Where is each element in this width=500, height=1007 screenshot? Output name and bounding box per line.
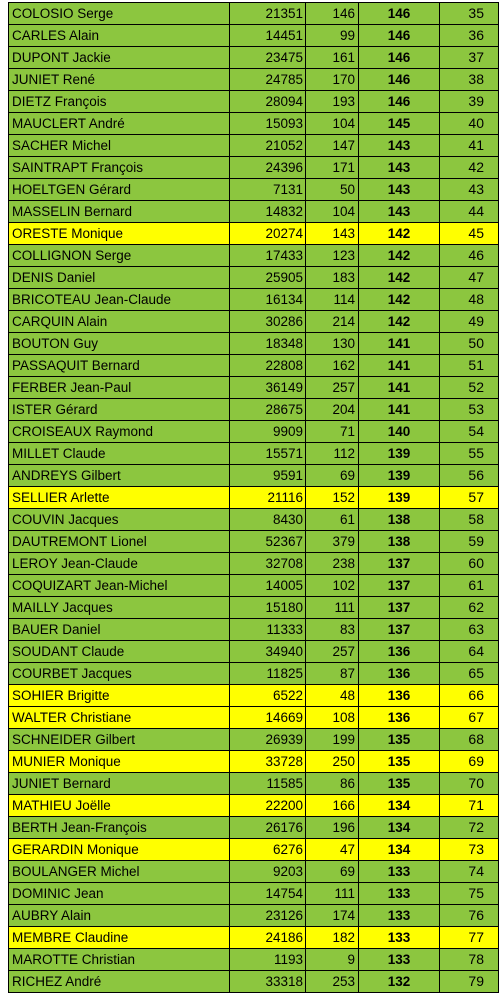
name-cell: COUVIN Jacques: [9, 509, 230, 530]
rank-cell: 79: [468, 973, 484, 989]
value-a-cell: 15571: [230, 443, 306, 464]
table-row-highlighted: [9, 685, 498, 707]
score-cell: 146: [359, 91, 440, 112]
score-cell: 134: [359, 839, 440, 860]
table-row: [9, 267, 498, 289]
name-cell: BOUTON Guy: [9, 333, 230, 354]
value-b-cell: 61: [306, 509, 359, 530]
score-cell: 138: [359, 509, 440, 530]
rank-cell: 44: [468, 203, 484, 219]
score-cell: 137: [359, 575, 440, 596]
rank-cell: 60: [468, 555, 484, 571]
value-a-cell: 11333: [230, 619, 306, 640]
value-a-cell: 9591: [230, 465, 306, 486]
value-b-cell: 130: [306, 333, 359, 354]
table-row: [9, 355, 498, 377]
table-row: [9, 333, 498, 355]
score-cell: 132: [359, 971, 440, 992]
name-cell: MUNIER Monique: [9, 751, 230, 772]
value-a-cell: 11825: [230, 663, 306, 684]
rank-cell: 35: [468, 5, 484, 21]
name-cell: BRICOTEAU Jean-Claude: [9, 289, 230, 310]
name-cell: DOMINIC Jean: [9, 883, 230, 904]
value-b-cell: 162: [306, 355, 359, 376]
name-cell: MAUCLERT André: [9, 113, 230, 134]
name-cell: PASSAQUIT Bernard: [9, 355, 230, 376]
value-a-cell: 16134: [230, 289, 306, 310]
table-row: [9, 663, 498, 685]
table-row: [9, 971, 498, 993]
name-cell: SELLIER Arlette: [9, 487, 230, 508]
table-row-highlighted: [9, 795, 498, 817]
name-cell: COURBET Jacques: [9, 663, 230, 684]
value-b-cell: 9: [306, 949, 359, 970]
value-b-cell: 183: [306, 267, 359, 288]
table-row: [9, 509, 498, 531]
rank-cell: 66: [468, 687, 484, 703]
score-cell: 136: [359, 685, 440, 706]
rank-cell: 40: [468, 115, 484, 131]
value-a-cell: 21351: [230, 3, 306, 24]
score-cell: 137: [359, 553, 440, 574]
rank-cell: 68: [468, 731, 484, 747]
value-b-cell: 99: [306, 25, 359, 46]
value-b-cell: 214: [306, 311, 359, 332]
value-a-cell: 32708: [230, 553, 306, 574]
value-b-cell: 170: [306, 69, 359, 90]
value-b-cell: 111: [306, 883, 359, 904]
value-b-cell: 123: [306, 245, 359, 266]
rank-cell: 46: [468, 247, 484, 263]
score-cell: 138: [359, 531, 440, 552]
table-row: [9, 553, 498, 575]
value-b-cell: 152: [306, 487, 359, 508]
value-a-cell: 23475: [230, 47, 306, 68]
value-a-cell: 11585: [230, 773, 306, 794]
value-b-cell: 161: [306, 47, 359, 68]
table-row: [9, 289, 498, 311]
value-b-cell: 112: [306, 443, 359, 464]
value-b-cell: 47: [306, 839, 359, 860]
name-cell: MAROTTE Christian: [9, 949, 230, 970]
table-row: [9, 531, 498, 553]
table-row: [9, 883, 498, 905]
table-row: [9, 47, 498, 69]
score-cell: 135: [359, 751, 440, 772]
rank-cell: 61: [468, 577, 484, 593]
rank-cell: 36: [468, 27, 484, 43]
value-b-cell: 171: [306, 157, 359, 178]
rank-cell: 73: [468, 841, 484, 857]
value-a-cell: 25905: [230, 267, 306, 288]
rank-cell: 76: [468, 907, 484, 923]
name-cell: COQUIZART Jean-Michel: [9, 575, 230, 596]
value-b-cell: 104: [306, 201, 359, 222]
name-cell: CARLES Alain: [9, 25, 230, 46]
score-cell: 142: [359, 289, 440, 310]
table-row: [9, 817, 498, 839]
value-a-cell: 1193: [230, 949, 306, 970]
value-a-cell: 14005: [230, 575, 306, 596]
score-cell: 140: [359, 421, 440, 442]
value-b-cell: 146: [306, 3, 359, 24]
table-row: [9, 311, 498, 333]
value-a-cell: 34940: [230, 641, 306, 662]
table-row: [9, 25, 498, 47]
name-cell: BERTH Jean-François: [9, 817, 230, 838]
name-cell: CROISEAUX Raymond: [9, 421, 230, 442]
name-cell: SOHIER Brigitte: [9, 685, 230, 706]
rank-cell: 62: [468, 599, 484, 615]
score-cell: 133: [359, 883, 440, 904]
table-row: [9, 245, 498, 267]
table-row-highlighted: [9, 223, 498, 245]
name-cell: MATHIEU Joëlle: [9, 795, 230, 816]
table-row: [9, 3, 498, 25]
value-b-cell: 174: [306, 905, 359, 926]
rank-cell: 38: [468, 71, 484, 87]
table-row: [9, 773, 498, 795]
name-cell: DENIS Daniel: [9, 267, 230, 288]
name-cell: ORESTE Monique: [9, 223, 230, 244]
rank-cell: 65: [468, 665, 484, 681]
ranking-table: [8, 2, 499, 993]
rank-cell: 59: [468, 533, 484, 549]
score-cell: 141: [359, 377, 440, 398]
rank-cell: 45: [468, 225, 484, 241]
table-row: [9, 641, 498, 663]
table-row: [9, 443, 498, 465]
value-b-cell: 86: [306, 773, 359, 794]
score-cell: 136: [359, 707, 440, 728]
value-a-cell: 9909: [230, 421, 306, 442]
value-b-cell: 257: [306, 377, 359, 398]
score-cell: 133: [359, 927, 440, 948]
value-a-cell: 33318: [230, 971, 306, 992]
rank-cell: 41: [468, 137, 484, 153]
table-row-highlighted: [9, 751, 498, 773]
rank-cell: 72: [468, 819, 484, 835]
rank-cell: 64: [468, 643, 484, 659]
value-a-cell: 8430: [230, 509, 306, 530]
value-a-cell: 15093: [230, 113, 306, 134]
score-cell: 146: [359, 25, 440, 46]
value-b-cell: 199: [306, 729, 359, 750]
name-cell: GERARDIN Monique: [9, 839, 230, 860]
score-cell: 133: [359, 861, 440, 882]
score-cell: 135: [359, 729, 440, 750]
value-b-cell: 166: [306, 795, 359, 816]
name-cell: MAILLY Jacques: [9, 597, 230, 618]
value-a-cell: 52367: [230, 531, 306, 552]
name-cell: ISTER Gérard: [9, 399, 230, 420]
table-row: [9, 91, 498, 113]
value-a-cell: 28094: [230, 91, 306, 112]
rank-cell: 55: [468, 445, 484, 461]
value-a-cell: 21116: [230, 487, 306, 508]
name-cell: COLLIGNON Serge: [9, 245, 230, 266]
value-b-cell: 147: [306, 135, 359, 156]
rank-cell: 54: [468, 423, 484, 439]
rank-cell: 57: [468, 489, 484, 505]
name-cell: MILLET Claude: [9, 443, 230, 464]
name-cell: BOULANGER Michel: [9, 861, 230, 882]
name-cell: RICHEZ André: [9, 971, 230, 992]
table-row: [9, 597, 498, 619]
name-cell: DUPONT Jackie: [9, 47, 230, 68]
value-b-cell: 104: [306, 113, 359, 134]
value-b-cell: 196: [306, 817, 359, 838]
name-cell: SCHNEIDER Gilbert: [9, 729, 230, 750]
name-cell: HOELTGEN Gérard: [9, 179, 230, 200]
value-b-cell: 204: [306, 399, 359, 420]
table-row: [9, 861, 498, 883]
score-cell: 139: [359, 487, 440, 508]
value-b-cell: 87: [306, 663, 359, 684]
value-a-cell: 9203: [230, 861, 306, 882]
rank-cell: 43: [468, 181, 484, 197]
value-b-cell: 182: [306, 927, 359, 948]
value-a-cell: 26176: [230, 817, 306, 838]
table-row: [9, 619, 498, 641]
value-a-cell: 22808: [230, 355, 306, 376]
score-cell: 142: [359, 267, 440, 288]
rank-cell: 50: [468, 335, 484, 351]
value-a-cell: 33728: [230, 751, 306, 772]
rank-cell: 58: [468, 511, 484, 527]
score-cell: 136: [359, 641, 440, 662]
name-cell: CARQUIN Alain: [9, 311, 230, 332]
name-cell: LEROY Jean-Claude: [9, 553, 230, 574]
score-cell: 143: [359, 179, 440, 200]
table-row: [9, 377, 498, 399]
name-cell: AUBRY Alain: [9, 905, 230, 926]
rank-cell: 48: [468, 291, 484, 307]
table-row-highlighted: [9, 707, 498, 729]
value-a-cell: 20274: [230, 223, 306, 244]
value-a-cell: 22200: [230, 795, 306, 816]
value-b-cell: 238: [306, 553, 359, 574]
name-cell: JUNIET Bernard: [9, 773, 230, 794]
value-b-cell: 250: [306, 751, 359, 772]
value-b-cell: 111: [306, 597, 359, 618]
name-cell: WALTER Christiane: [9, 707, 230, 728]
name-cell: BAUER Daniel: [9, 619, 230, 640]
name-cell: DIETZ François: [9, 91, 230, 112]
name-cell: COLOSIO Serge: [9, 3, 230, 24]
value-b-cell: 108: [306, 707, 359, 728]
value-b-cell: 69: [306, 465, 359, 486]
table-row-highlighted: [9, 927, 498, 949]
value-b-cell: 69: [306, 861, 359, 882]
score-cell: 133: [359, 905, 440, 926]
value-a-cell: 21052: [230, 135, 306, 156]
rank-cell: 39: [468, 93, 484, 109]
value-a-cell: 24186: [230, 927, 306, 948]
value-b-cell: 143: [306, 223, 359, 244]
name-cell: SOUDANT Claude: [9, 641, 230, 662]
rank-cell: 69: [468, 753, 484, 769]
rank-cell: 49: [468, 313, 484, 329]
table-row: [9, 157, 498, 179]
value-b-cell: 48: [306, 685, 359, 706]
score-cell: 143: [359, 201, 440, 222]
table-row: [9, 905, 498, 927]
value-b-cell: 257: [306, 641, 359, 662]
score-cell: 141: [359, 333, 440, 354]
name-cell: SACHER Michel: [9, 135, 230, 156]
value-a-cell: 26939: [230, 729, 306, 750]
name-cell: FERBER Jean-Paul: [9, 377, 230, 398]
value-b-cell: 114: [306, 289, 359, 310]
rank-cell: 75: [468, 885, 484, 901]
rank-cell: 67: [468, 709, 484, 725]
value-a-cell: 17433: [230, 245, 306, 266]
score-cell: 146: [359, 3, 440, 24]
table-row: [9, 201, 498, 223]
score-cell: 133: [359, 949, 440, 970]
value-b-cell: 102: [306, 575, 359, 596]
value-b-cell: 193: [306, 91, 359, 112]
table-row-highlighted: [9, 487, 498, 509]
rank-cell: 56: [468, 467, 484, 483]
table-row: [9, 421, 498, 443]
score-cell: 146: [359, 69, 440, 90]
value-a-cell: 30286: [230, 311, 306, 332]
table-row: [9, 465, 498, 487]
value-a-cell: 23126: [230, 905, 306, 926]
rank-cell: 71: [468, 797, 484, 813]
rank-cell: 52: [468, 379, 484, 395]
table-row: [9, 135, 498, 157]
score-cell: 139: [359, 443, 440, 464]
value-b-cell: 379: [306, 531, 359, 552]
value-b-cell: 50: [306, 179, 359, 200]
score-cell: 136: [359, 663, 440, 684]
rank-cell: 47: [468, 269, 484, 285]
value-a-cell: 14754: [230, 883, 306, 904]
name-cell: MASSELIN Bernard: [9, 201, 230, 222]
name-cell: SAINTRAPT François: [9, 157, 230, 178]
value-a-cell: 14832: [230, 201, 306, 222]
score-cell: 145: [359, 113, 440, 134]
score-cell: 141: [359, 355, 440, 376]
value-a-cell: 24396: [230, 157, 306, 178]
score-cell: 134: [359, 795, 440, 816]
name-cell: DAUTREMONT Lionel: [9, 531, 230, 552]
rank-cell: 51: [468, 357, 484, 373]
table-row: [9, 729, 498, 751]
value-a-cell: 28675: [230, 399, 306, 420]
table-row: [9, 575, 498, 597]
score-cell: 139: [359, 465, 440, 486]
value-b-cell: 71: [306, 421, 359, 442]
value-a-cell: 6522: [230, 685, 306, 706]
score-cell: 141: [359, 399, 440, 420]
table-row: [9, 69, 498, 91]
table-row: [9, 113, 498, 135]
name-cell: ANDREYS Gilbert: [9, 465, 230, 486]
value-b-cell: 83: [306, 619, 359, 640]
rank-cell: 42: [468, 159, 484, 175]
rank-cell: 37: [468, 49, 484, 65]
value-a-cell: 18348: [230, 333, 306, 354]
value-a-cell: 36149: [230, 377, 306, 398]
rank-cell: 63: [468, 621, 484, 637]
rank-cell: 70: [468, 775, 484, 791]
value-a-cell: 14669: [230, 707, 306, 728]
score-cell: 142: [359, 245, 440, 266]
score-cell: 143: [359, 157, 440, 178]
score-cell: 143: [359, 135, 440, 156]
rank-cell: 77: [468, 929, 484, 945]
table-row: [9, 399, 498, 421]
score-cell: 146: [359, 47, 440, 68]
name-cell: JUNIET René: [9, 69, 230, 90]
table-row: [9, 179, 498, 201]
rank-cell: 78: [468, 951, 484, 967]
name-cell: MEMBRE Claudine: [9, 927, 230, 948]
table-row-highlighted: [9, 839, 498, 861]
score-cell: 142: [359, 223, 440, 244]
value-b-cell: 253: [306, 971, 359, 992]
score-cell: 134: [359, 817, 440, 838]
score-cell: 137: [359, 619, 440, 640]
rank-cell: 74: [468, 863, 484, 879]
score-cell: 137: [359, 597, 440, 618]
score-cell: 135: [359, 773, 440, 794]
value-a-cell: 6276: [230, 839, 306, 860]
value-a-cell: 15180: [230, 597, 306, 618]
value-a-cell: 14451: [230, 25, 306, 46]
value-a-cell: 24785: [230, 69, 306, 90]
value-a-cell: 7131: [230, 179, 306, 200]
score-cell: 142: [359, 311, 440, 332]
rank-cell: 53: [468, 401, 484, 417]
table-row: [9, 949, 498, 971]
